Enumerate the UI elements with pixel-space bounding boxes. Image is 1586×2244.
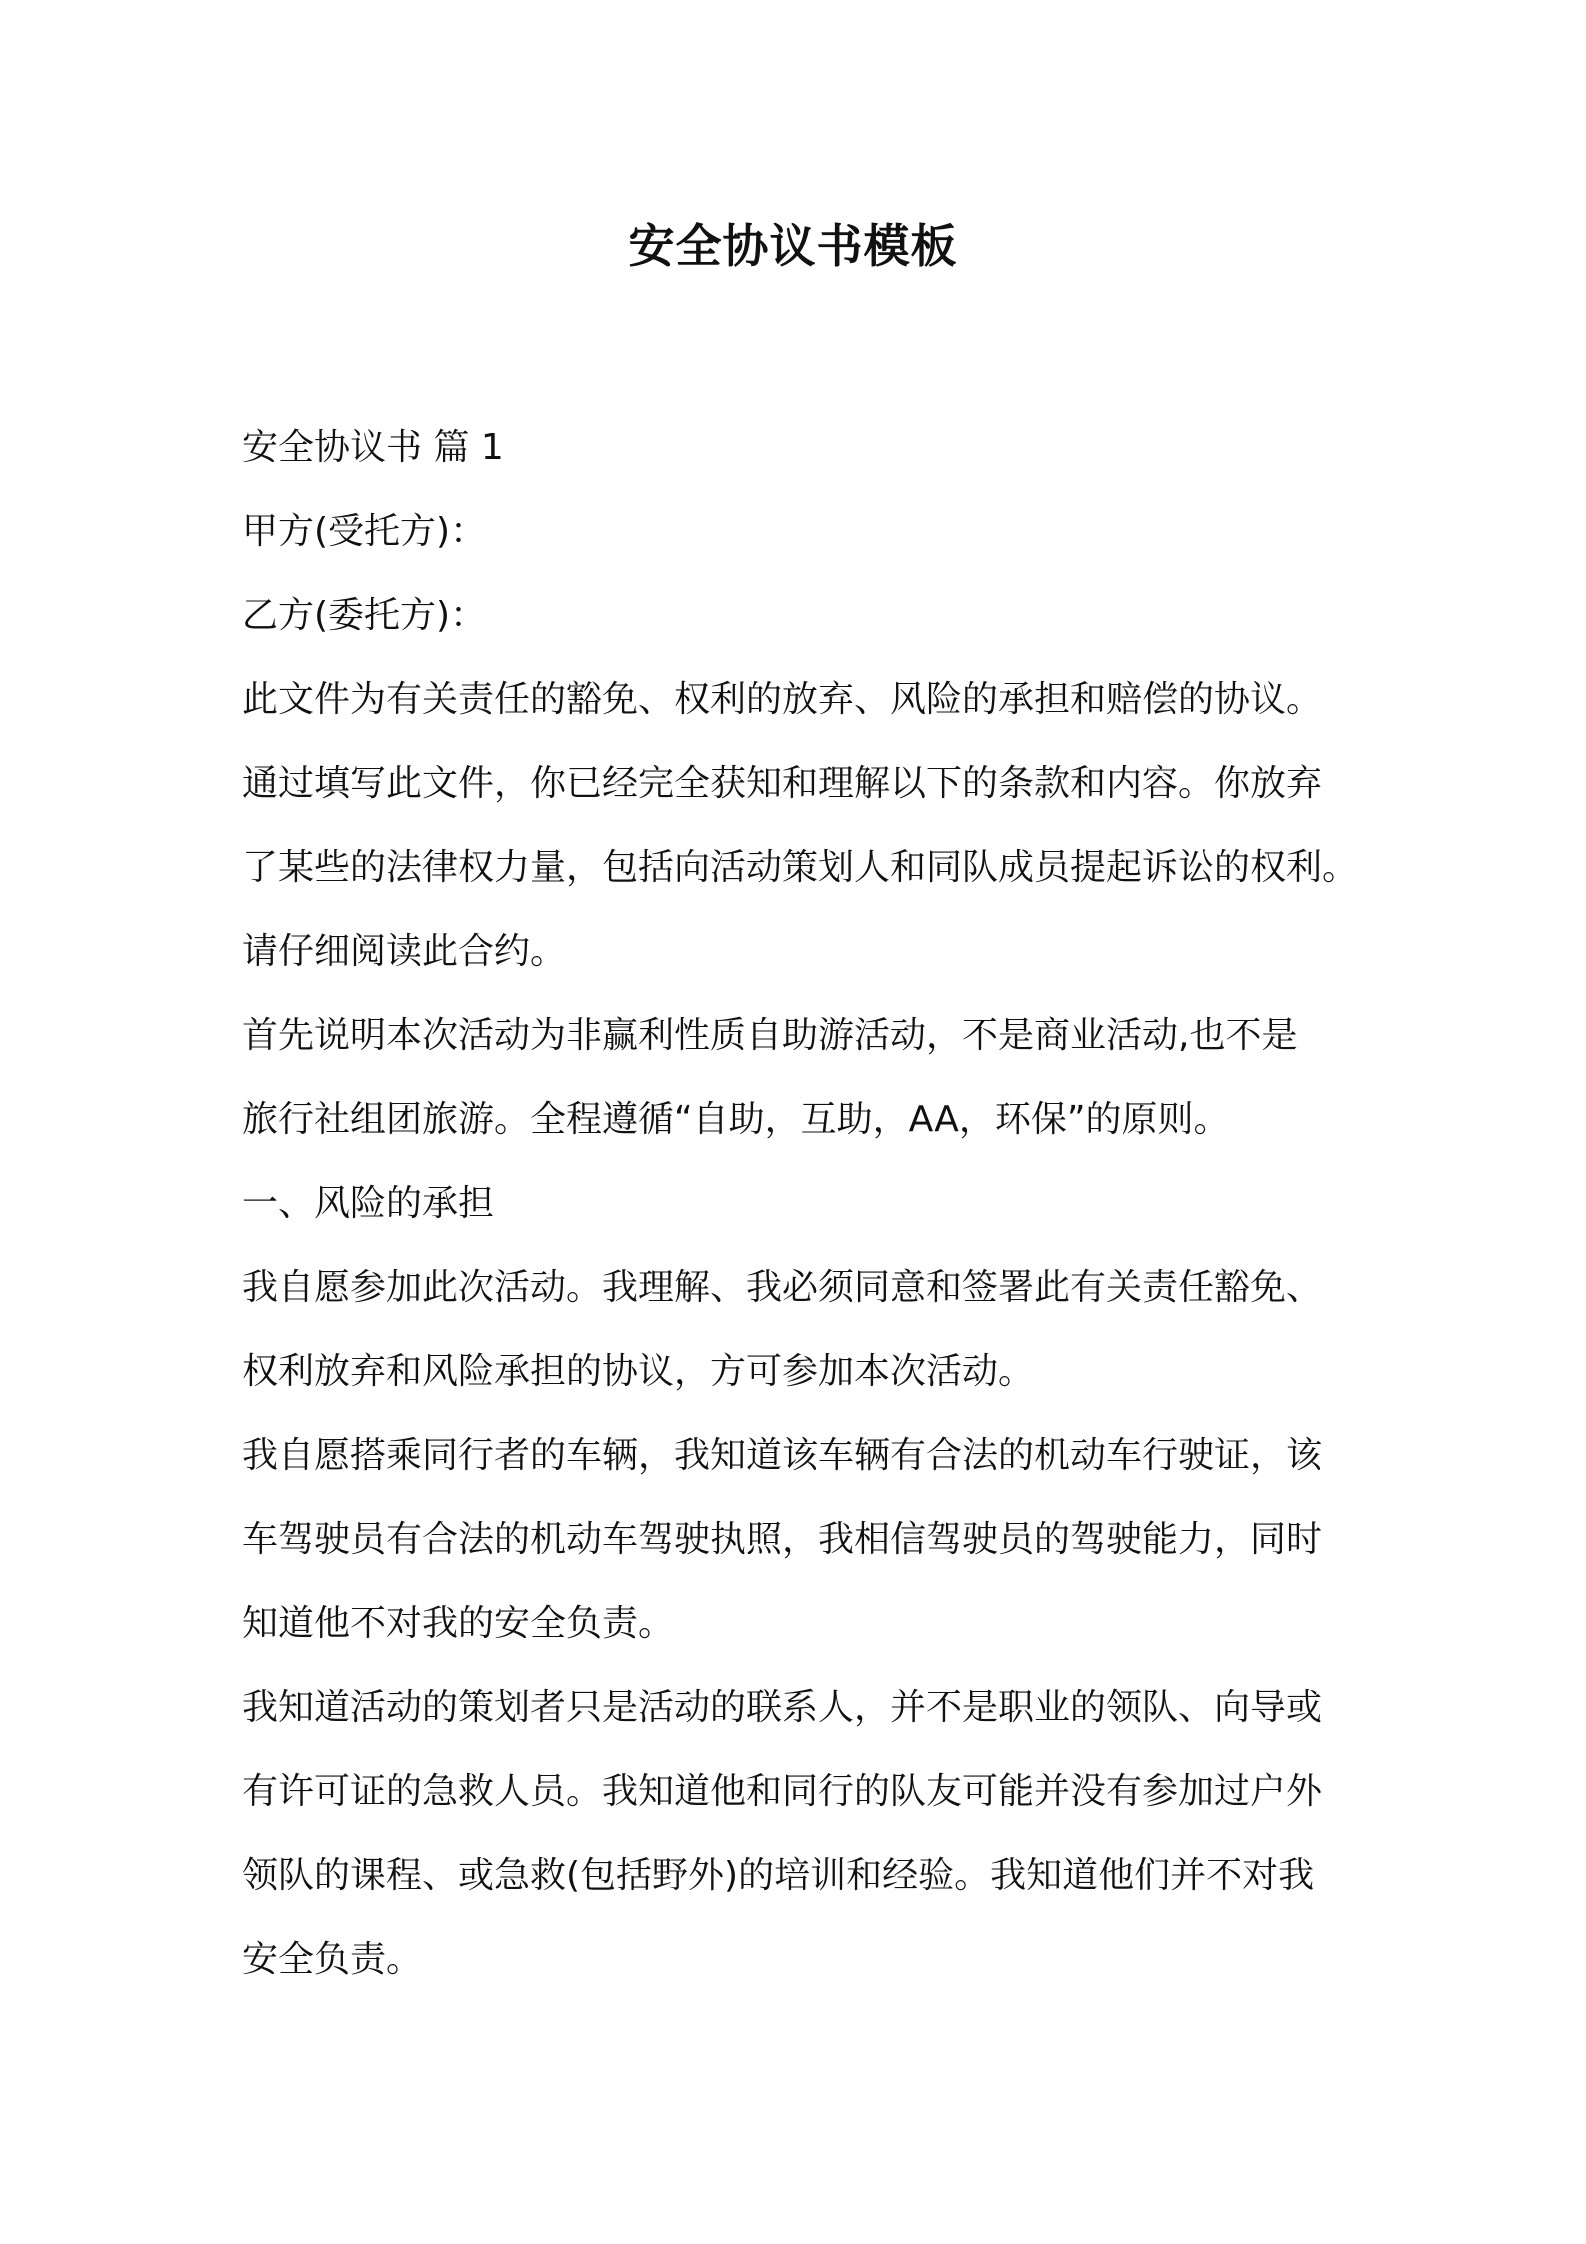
paragraph-line: 知道他不对我的安全负责。 <box>242 1603 675 1644</box>
subsection-heading: 一、风险的承担 <box>242 1183 495 1224</box>
paragraph-line: 了某些的法律权力量，包括向活动策划人和同队成员提起诉讼的权利。 <box>242 847 1359 888</box>
document-title: 安全协议书模板 <box>628 219 958 273</box>
paragraph-line: 我自愿搭乘同行者的车辆，我知道该车辆有合法的机动车行驶证，该 <box>242 1435 1323 1476</box>
paragraph-line: 通过填写此文件，你已经完全获知和理解以下的条款和内容。你放弃 <box>242 763 1323 804</box>
party-b-line: 乙方(委托方)： <box>242 595 487 636</box>
document-body <box>242 406 1392 2002</box>
paragraph-line: 首先说明本次活动为非赢利性质自助游活动，不是商业活动,也不是 <box>242 1015 1298 1056</box>
paragraph-line: 此文件为有关责任的豁免、权利的放弃、风险的承担和赔偿的协议。 <box>242 679 1323 720</box>
paragraph-line: 我自愿参加此次活动。我理解、我必须同意和签署此有关责任豁免、 <box>242 1267 1323 1308</box>
paragraph-line: 安全负责。 <box>242 1939 423 1980</box>
section-heading: 安全协议书 篇 1 <box>242 427 504 468</box>
paragraph-line: 有许可证的急救人员。我知道他和同行的队友可能并没有参加过户外 <box>242 1771 1323 1812</box>
paragraph-line: 权利放弃和风险承担的协议，方可参加本次活动。 <box>242 1351 1035 1392</box>
paragraph-line: 领队的课程、或急救(包括野外)的培训和经验。我知道他们并不对我 <box>242 1855 1315 1896</box>
party-a-line: 甲方(受托方)： <box>242 511 487 552</box>
paragraph-line: 请仔细阅读此合约。 <box>242 931 567 972</box>
paragraph-line: 车驾驶员有合法的机动车驾驶执照，我相信驾驶员的驾驶能力，同时 <box>242 1519 1323 1560</box>
paragraph-line: 我知道活动的策划者只是活动的联系人，并不是职业的领队、向导或 <box>242 1687 1323 1728</box>
paragraph-line: 旅行社组团旅游。全程遵循“自助，互助，AA，环保”的原则。 <box>242 1099 1230 1140</box>
